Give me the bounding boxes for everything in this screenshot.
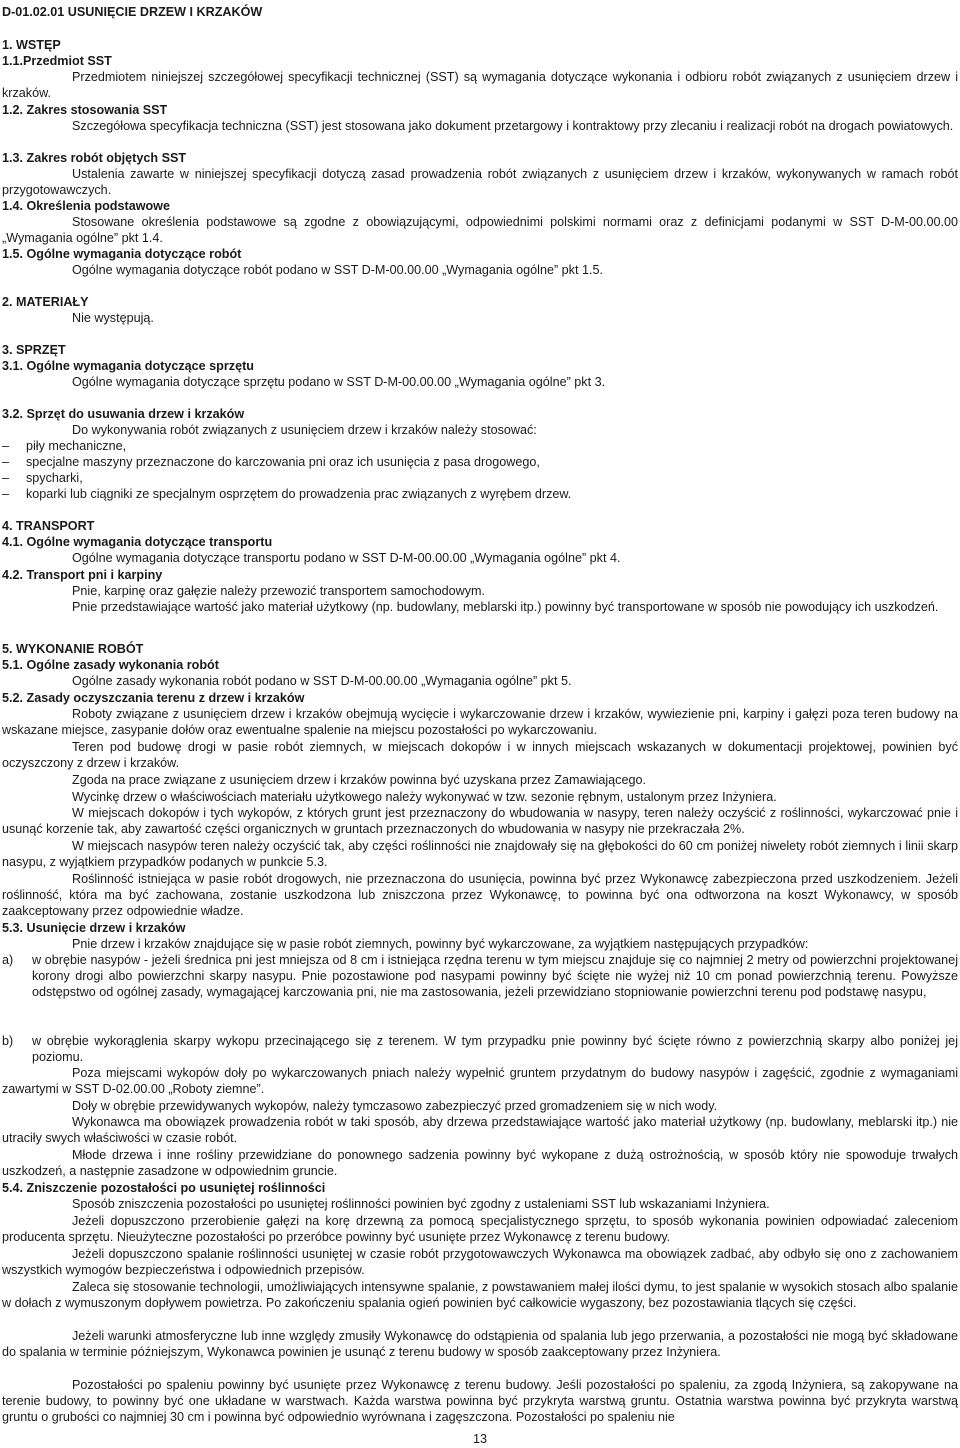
section-heading: 1.4. Określenia podstawowe <box>2 199 170 213</box>
section-heading: 4.2. Transport pni i karpiny <box>2 568 163 582</box>
list-marker: b) <box>2 1034 14 1048</box>
section-heading: 1. WSTĘP <box>2 38 61 52</box>
section-heading: 5.1. Ogólne zasady wykonania robót <box>2 658 219 672</box>
paragraph: W miejscach nasypów teren należy oczyścić tak, aby części roślinności nie znajdowały się na głębokości do 60 cm poniżej niwelety robót ziemnych i linii skarp nasypu, z wyjątkiem przypadków podanych w punkcie 5.3. <box>2 839 958 870</box>
section-heading: 1.5. Ogólne wymagania dotyczące robót <box>2 247 242 261</box>
section-heading: 1.3. Zakres robót objętych SST <box>2 151 187 165</box>
section-heading: 4. TRANSPORT <box>2 519 95 533</box>
list-item-text: w obrębie wykorąglenia skarpy wykopu przecinającego się z terenem. W tym przypadku pnie powinny być ścięte równo z powierzchnią skarpy albo poniżej jej poziomu. <box>32 1034 958 1065</box>
page-number: 13 <box>472 1432 487 1446</box>
section-heading: 3.1. Ogólne wymagania dotyczące sprzętu <box>2 359 254 373</box>
paragraph: Jeżeli dopuszczono spalanie roślinności usuniętej w czasie robót przygotowawczych Wykonawca ma obowiązek zadbać, aby odbyło się ono z zachowaniem wszystkich wymogów bezpieczeństwa i odpowiednich przepisów. <box>2 1247 958 1278</box>
paragraph: Ustalenia zawarte w niniejszej specyfikacji dotyczą zasad prowadzenia robót związanych z usunięciem drzew i krzaków, wykonywanych w ramach robót przygotowawczych. <box>2 167 958 198</box>
paragraph: Jeżeli warunki atmosferyczne lub inne względy zmusiły Wykonawcę do odstąpienia od spalania lub jego przerwania, a pozostałości nie mogą być składowane do spalania w terminie późniejszym, Wykonawca powinien je usunąć z terenu budowy w sposób zaakceptowany przez Inżyniera. <box>2 1329 958 1360</box>
section-heading: 5.3. Usunięcie drzew i krzaków <box>2 921 186 935</box>
list-marker: – <box>2 471 10 485</box>
section-heading: 3. SPRZĘT <box>2 343 66 357</box>
section-heading: 5.2. Zasady oczyszczania terenu z drzew i krzaków <box>2 691 305 705</box>
paragraph: Szczegółowa specyfikacja techniczna (SST) jest stosowana jako dokument przetargowy i kontraktowy przy zlecaniu i realizacji robót na drogach powiatowych. <box>72 119 954 133</box>
paragraph: Wycinkę drzew o właściwościach materiału użytkowego należy wykonywać w tzw. sezonie rębnym, ustalonym przez Inżyniera. <box>72 790 777 804</box>
indented-paragraph: Ogólne wymagania dotyczące sprzętu podano w SST D-M-00.00.00 „Wymagania ogólne” pkt 3. <box>72 375 606 389</box>
paragraph: Doły w obrębie przewidywanych wykopów, należy tymczasowo zabezpieczyć przed gromadzeniem się w nich wody. <box>72 1099 718 1113</box>
section-heading: 5.4. Zniszczenie pozostałości po usuniętej roślinności <box>2 1181 326 1195</box>
list-item <box>2 470 958 486</box>
paragraph: Pnie drzew i krzaków znajdujące się w pasie robót ziemnych, powinny być wykarczowane, za wyjątkiem następujących przypadków: <box>72 937 809 951</box>
section-heading: 4.1. Ogólne wymagania dotyczące transportu <box>2 535 273 549</box>
indented-paragraph: Do wykonywania robót związanych z usunięciem drzew i krzaków należy stosować: <box>72 423 537 437</box>
paragraph: Młode drzewa i inne rośliny przewidziane do ponownego sadzenia powinny być wykopane z dużą ostrożnością, w sposób który nie spowoduje trwałych uszkodzeń, a następnie zasadzone w odpowiednim gruncie. <box>2 1148 958 1179</box>
list-item-text: specjalne maszyny przeznaczone do karczowania pni oraz ich usunięcia z pasa drogowego, <box>26 455 540 469</box>
lettered-item <box>2 1033 958 1065</box>
paragraph: Pnie przedstawiające wartość jako materiał użytkowy (np. budowlany, meblarski itp.) powinny być transportowane w sposób nie powodujący ich uszkodzeń. <box>72 600 939 614</box>
section-heading: 2. MATERIAŁY <box>2 295 89 309</box>
paragraph: Zaleca się stosowanie technologii, umożliwiających intensywne spalanie, z powstawaniem małej ilości dymu, to jest spalanie w wysokich stosach albo spalanie w dołach z wymuszonym dopływem powietrza. Po zakończeniu spalania ogień powinien być całkowicie wygaszony, bez pozostawiania tlących się części. <box>2 1280 958 1311</box>
list-marker: a) <box>2 953 14 967</box>
list-item <box>2 454 958 470</box>
list-marker: – <box>2 487 10 501</box>
paragraph: Jeżeli dopuszczono przerobienie gałęzi na korę drzewną za pomocą specjalistycznego sprzętu, to sposób wykonania powinien odpowiadać zaleceniom producenta sprzętu. Nieużyteczne pozostałości po przeróbce powinny być usunięte przez Wykonawcę z terenu budowy. <box>2 1214 958 1245</box>
indented-paragraph: Nie występują. <box>72 311 154 325</box>
indented-paragraph: Ogólne wymagania dotyczące transportu podano w SST D-M-00.00.00 „Wymagania ogólne” pkt 4. <box>72 551 621 565</box>
list-marker: – <box>2 455 10 469</box>
paragraph: Sposób zniszczenia pozostałości po usuniętej roślinności powinien być zgodny z ustaleniami SST lub wskazaniami Inżyniera. <box>72 1197 770 1211</box>
indented-paragraph: Ogólne zasady wykonania robót podano w SST D-M-00.00.00 „Wymagania ogólne” pkt 5. <box>72 674 572 688</box>
list-item <box>2 486 958 502</box>
indented-paragraph: Pnie, karpinę oraz gałęzie należy przewozić transportem samochodowym. <box>72 584 485 598</box>
section-heading: 3.2. Sprzęt do usuwania drzew i krzaków <box>2 407 245 421</box>
indented-paragraph: Ogólne wymagania dotyczące robót podano w SST D-M-00.00.00 „Wymagania ogólne” pkt 1.5. <box>72 263 603 277</box>
paragraph: W miejscach dokopów i tych wykopów, z których grunt jest przeznaczony do wbudowania w nasypy, teren należy oczyścić z roślinności, wykarczować pnie i usunąć korzenie tak, aby zawartość części organicznych w gruntach przeznaczonych do wbudowania w nasypy nie przekraczała 2%. <box>2 806 958 837</box>
section-heading: 5. WYKONANIE ROBÓT <box>2 642 144 656</box>
section-heading: D-01.02.01 USUNIĘCIE DRZEW I KRZAKÓW <box>2 5 263 19</box>
list-item-text: koparki lub ciągniki ze specjalnym osprzętem do prowadzenia prac związanych z wyrębem drzew. <box>26 487 572 501</box>
paragraph: Stosowane określenia podstawowe są zgodne z obowiązującymi, odpowiednimi polskimi normami oraz z definicjami podanymi w SST D-M-00.00.00 „Wymagania ogólne” pkt 1.4. <box>2 215 958 246</box>
list-item-text: spycharki, <box>26 471 83 485</box>
paragraph: Pozostałości po spaleniu powinny być usunięte przez Wykonawcę z terenu budowy. Jeśli pozostałości po spaleniu, za zgodą Inżyniera, są zakopywane na terenie budowy, to powinny być one układane w warstwach. Każda warstwa powinna być przykryta warstwą gruntu. Ostatnia warstwa powinna być przykryta warstwą gruntu o grubości co najmniej 30 cm i powinna być odpowiednio wyrównana i zagęszczona. Pozostałości po spaleniu nie <box>2 1378 958 1425</box>
paragraph: Teren pod budowę drogi w pasie robót ziemnych, w miejscach dokopów i w innych miejscach wskazanych w dokumentacji projektowej, powinien być oczyszczony z drzew i krzaków. <box>2 740 958 771</box>
list-item-text: piły mechaniczne, <box>26 439 127 453</box>
paragraph: Przedmiotem niniejszej szczegółowej specyfikacji technicznej (SST) są wymagania dotyczące wykonania i odbioru robót związanych z usunięciem drzew i krzaków. <box>2 70 958 101</box>
list-marker: – <box>2 439 10 453</box>
section-heading: 1.2. Zakres stosowania SST <box>2 103 168 117</box>
paragraph: Roboty związane z usunięciem drzew i krzaków obejmują wycięcie i wykarczowanie drzew i krzaków, wywiezienie pni, karpiny i gałęzi poza teren budowy na wskazane miejsce, zasypanie dołów oraz ewentualne spalenie na miejscu pozostałości po wykarczowaniu. <box>2 707 958 738</box>
paragraph: Wykonawca ma obowiązek prowadzenia robót w taki sposób, aby drzewa przedstawiające wartość jako materiał użytkowy (np. budowlany, meblarski itp.) nie utraciły swych właściwości w czasie robót. <box>2 1115 958 1146</box>
section-heading: 1.1.Przedmiot SST <box>2 54 112 68</box>
list-item-text: w obrębie nasypów - jeżeli średnica pni jest mniejsza od 8 cm i istniejąca rzędna terenu w tym miejscu znajduje się co najmniej 2 metry od powierzchni projektowanej korony drogi albo powierzchni skarpy nasypu. Pnie pozostawione pod nasypami powinny być ścięte nie wyżej niż 10 cm ponad powierzchnią terenu. Powyższe odstępstwo od ogólnej zasady, wymagającej karczowania pni, nie ma zastosowania, jeżeli przewidziano stopniowanie powierzchni terenu pod podstawę nasypu, <box>32 953 958 1000</box>
paragraph: Poza miejscami wykopów doły po wykarczowanych pniach należy wypełnić gruntem przydatnym do budowy nasypów i zagęścić, zgodnie z wymaganiami zawartymi w SST D-02.00.00 „Roboty ziemne”. <box>2 1066 958 1097</box>
list-item <box>2 438 958 454</box>
paragraph: Roślinność istniejąca w pasie robót drogowych, nie przeznaczona do usunięcia, powinna być przez Wykonawcę zabezpieczona przed uszkodzeniem. Jeżeli roślinność, która ma być zachowana, zostanie uszkodzona lub zniszczona przez Wykonawcę, to powinna być ona odtworzona na koszt Wykonawcy, w sposób zaakceptowany przez odpowiednie władze. <box>2 872 958 919</box>
lettered-item <box>2 952 958 1001</box>
paragraph: Zgoda na prace związane z usunięciem drzew i krzaków powinna być uzyskana przez Zamawiającego. <box>72 773 646 787</box>
